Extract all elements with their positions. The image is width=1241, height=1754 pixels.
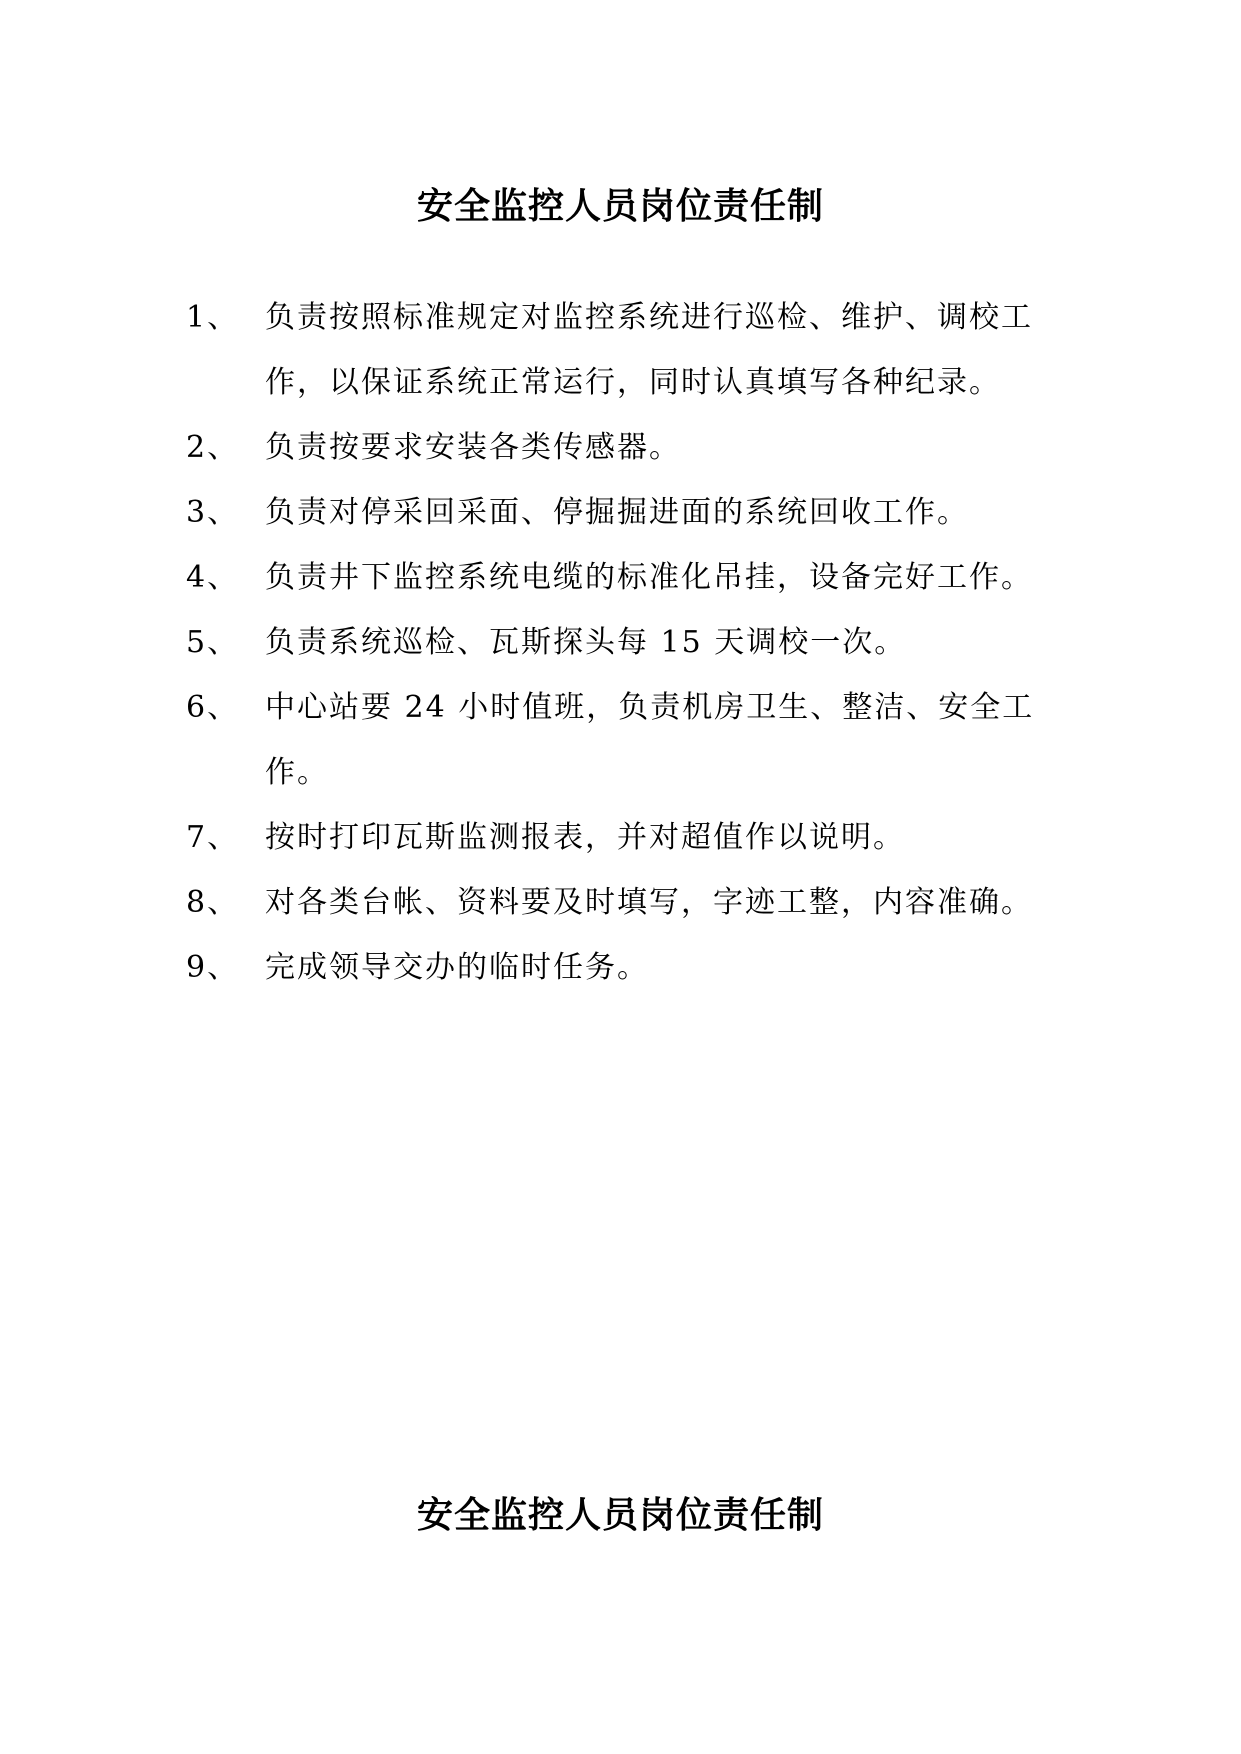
list-item-number: 5、 xyxy=(186,625,240,660)
list-item-text: 负责对停采回采面、停掘掘进面的系统回收工作。 xyxy=(265,495,969,530)
list-item-text: 对各类台帐、资料要及时填写，字迹工整，内容准确。 xyxy=(265,885,1033,920)
list-item-number: 9、 xyxy=(186,950,240,985)
list-item xyxy=(186,935,1066,1000)
list-item-text: 按时打印瓦斯监测报表，并对超值作以说明。 xyxy=(265,820,905,855)
list-item xyxy=(186,610,1066,675)
list-item-number: 7、 xyxy=(186,820,240,855)
list-item xyxy=(186,285,1066,415)
list-item-number: 2、 xyxy=(186,430,240,465)
list-item-number: 8、 xyxy=(186,885,240,920)
repeated-page-title: 安全监控人员岗位责任制 xyxy=(416,1493,824,1536)
list-item-text: 负责系统巡检、瓦斯探头每 15 天调校一次。 xyxy=(265,625,907,660)
list-item-text: 中心站要 24 小时值班，负责机房卫生、整洁、安全工作。 xyxy=(265,690,1035,790)
list-item-text: 负责井下监控系统电缆的标准化吊挂，设备完好工作。 xyxy=(265,560,1033,595)
list-item xyxy=(186,415,1066,480)
list-item xyxy=(186,545,1066,610)
list-item xyxy=(186,805,1066,870)
list-item-text: 完成领导交办的临时任务。 xyxy=(265,950,649,985)
list-item xyxy=(186,675,1066,805)
list-item-number: 4、 xyxy=(186,560,240,595)
list-item-text: 负责按照标准规定对监控系统进行巡检、维护、调校工作，以保证系统正常运行，同时认真填写各种纪录。 xyxy=(265,300,1033,400)
list-item-text: 负责按要求安装各类传感器。 xyxy=(265,430,681,465)
list-item-number: 3、 xyxy=(186,495,240,530)
list-item-number: 6、 xyxy=(186,690,240,725)
list-item xyxy=(186,870,1066,935)
list-item xyxy=(186,480,1066,545)
page-title: 安全监控人员岗位责任制 xyxy=(416,185,824,228)
duty-list xyxy=(186,285,1066,1000)
list-item-number: 1、 xyxy=(186,300,240,335)
